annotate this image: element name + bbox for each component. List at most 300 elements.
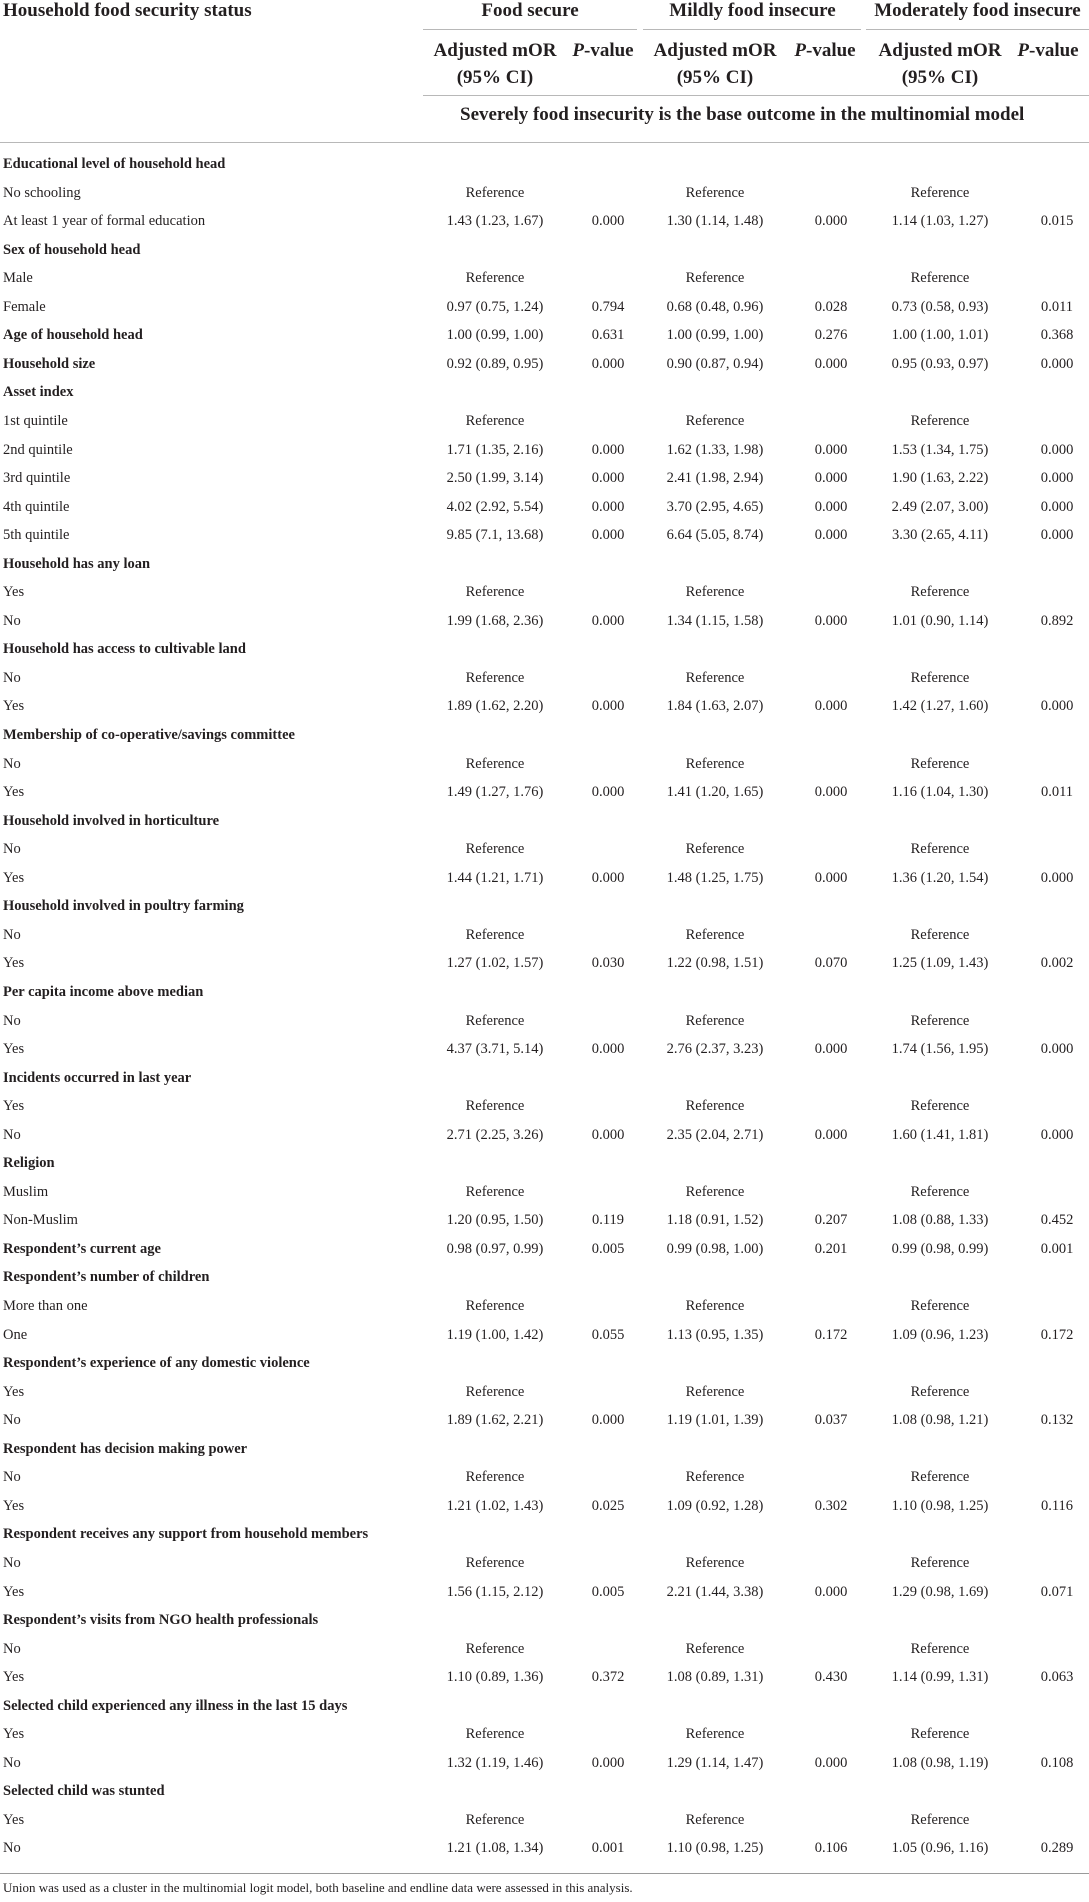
estimate-moderately-insecure: Reference [910,1012,970,1029]
category-label: Yes [3,1098,25,1115]
group-header-food-secure: Food secure [481,0,579,21]
estimate-header-line1: Adjusted mOR [653,40,777,61]
p-value-moderately-insecure: 0.289 [1040,1840,1074,1857]
estimate-moderately-insecure: 1.01 (0.90, 1.14) [891,612,989,629]
estimate-mildly-insecure: 1.19 (1.01, 1.39) [666,1412,764,1429]
p-value-moderately-insecure: 0.452 [1040,1212,1074,1229]
p-value-moderately-insecure: 0.011 [1040,784,1074,801]
estimate-food-secure: Reference [465,1383,525,1400]
table-row [0,580,1089,608]
estimate-moderately-insecure: 1.60 (1.41, 1.81) [891,1126,989,1143]
category-label: Yes [3,1383,25,1400]
category-label: 5th quintile [3,527,70,544]
estimate-moderately-insecure: 1.16 (1.04, 1.30) [891,784,989,801]
estimate-mildly-insecure: 1.84 (1.63, 2.07) [666,698,764,715]
table-row-section [0,152,1089,180]
estimate-food-secure: Reference [465,1012,525,1029]
estimate-mildly-insecure: Reference [685,1098,745,1115]
p-value-moderately-insecure: 0.000 [1040,1041,1074,1058]
estimate-mildly-insecure: 1.29 (1.14, 1.47) [666,1754,764,1771]
table-row [0,1751,1089,1779]
table-row [0,866,1089,894]
table-row [0,1580,1089,1608]
estimate-food-secure: 0.98 (0.97, 0.99) [446,1240,544,1257]
table-row [0,1665,1089,1693]
p-value-moderately-insecure: 0.000 [1040,869,1074,886]
p-value-food-secure: 0.000 [591,698,625,715]
estimate-mildly-insecure: 1.10 (0.98, 1.25) [666,1840,764,1857]
estimate-moderately-insecure: Reference [910,270,970,287]
variable-label: Respondent has decision making power [3,1440,248,1457]
category-label: 1st quintile [3,412,68,429]
header-rule [423,95,1089,96]
table-row [0,1836,1089,1864]
category-label: 3rd quintile [3,470,71,487]
table-row-section [0,1437,1089,1465]
p-value-mildly-insecure: 0.201 [814,1240,848,1257]
p-value-mildly-insecure: 0.000 [814,1583,848,1600]
estimate-moderately-insecure: 0.95 (0.93, 0.97) [891,355,989,372]
table-row [0,295,1089,323]
estimate-moderately-insecure: 1.14 (0.99, 1.31) [891,1669,989,1686]
estimate-moderately-insecure: 2.49 (2.07, 3.00) [891,498,989,515]
estimate-moderately-insecure: Reference [910,755,970,772]
estimate-mildly-insecure: Reference [685,1383,745,1400]
table-row-section [0,723,1089,751]
estimate-food-secure: 1.43 (1.23, 1.67) [446,213,544,230]
estimate-mildly-insecure: Reference [685,270,745,287]
estimate-moderately-insecure: 1.10 (0.98, 1.25) [891,1497,989,1514]
category-label: No [3,1840,21,1857]
table-row [0,1294,1089,1322]
column-header-status: Household food security status [3,0,252,21]
p-value-moderately-insecure: 0.001 [1040,1240,1074,1257]
estimate-mildly-insecure: 1.18 (0.91, 1.52) [666,1212,764,1229]
estimate-mildly-insecure: Reference [685,669,745,686]
estimate-food-secure: Reference [465,841,525,858]
estimate-food-secure: 1.21 (1.02, 1.43) [446,1497,544,1514]
p-value-moderately-insecure: 0.368 [1040,327,1074,344]
estimate-mildly-insecure: Reference [685,412,745,429]
table-row-section [0,1694,1089,1722]
estimate-mildly-insecure: Reference [685,841,745,858]
p-value-food-secure: 0.000 [591,213,625,230]
estimate-moderately-insecure: 1.25 (1.09, 1.43) [891,955,989,972]
p-value-food-secure: 0.005 [591,1240,625,1257]
category-label: No [3,1469,21,1486]
p-value-mildly-insecure: 0.000 [814,1126,848,1143]
estimate-moderately-insecure: Reference [910,1183,970,1200]
p-value-food-secure: 0.055 [591,1326,625,1343]
p-value-food-secure: 0.000 [591,1041,625,1058]
table-row [0,1722,1089,1750]
table-row-section [0,352,1089,380]
p-value-mildly-insecure: 0.000 [814,470,848,487]
table-row-section [0,552,1089,580]
table-row [0,266,1089,294]
table-row-section [0,1066,1089,1094]
estimate-food-secure: 1.89 (1.62, 2.20) [446,698,544,715]
estimate-header-line1: Adjusted mOR [878,40,1002,61]
estimate-food-secure: Reference [465,926,525,943]
table-row-section [0,894,1089,922]
estimate-food-secure: Reference [465,669,525,686]
category-label: Non-Muslim [3,1212,78,1229]
category-label: Yes [3,784,25,801]
p-value-moderately-insecure: 0.000 [1040,470,1074,487]
variable-label: Respondent receives any support from household members [3,1526,369,1543]
table-row [0,752,1089,780]
table-row [0,923,1089,951]
variable-label: Asset index [3,384,74,401]
estimate-food-secure: 0.92 (0.89, 0.95) [446,355,544,372]
variable-label: Religion [3,1155,55,1172]
category-label: Yes [3,1583,25,1600]
p-value-food-secure: 0.000 [591,470,625,487]
estimate-mildly-insecure: 1.30 (1.14, 1.48) [666,213,764,230]
header-bottom-rule [0,142,1089,143]
category-label: 4th quintile [3,498,70,515]
table-row [0,1408,1089,1436]
category-label: Yes [3,1811,25,1828]
table-row [0,694,1089,722]
estimate-moderately-insecure: Reference [910,1640,970,1657]
estimate-food-secure: 1.44 (1.21, 1.71) [446,869,544,886]
table-row-section [0,1522,1089,1550]
estimate-moderately-insecure: 1.08 (0.98, 1.19) [891,1754,989,1771]
variable-label: Household size [3,355,96,372]
table-row [0,1808,1089,1836]
estimate-mildly-insecure: Reference [685,184,745,201]
p-value-food-secure: 0.001 [591,1840,625,1857]
category-label: No [3,612,21,629]
table-row [0,1323,1089,1351]
estimate-food-secure: Reference [465,412,525,429]
estimate-moderately-insecure: Reference [910,1469,970,1486]
estimate-header-line1: Adjusted mOR [433,40,557,61]
table-row [0,438,1089,466]
table-row-section [0,809,1089,837]
p-value-mildly-insecure: 0.207 [814,1212,848,1229]
table-row-section [0,1265,1089,1293]
estimate-moderately-insecure: 1.42 (1.27, 1.60) [891,698,989,715]
estimate-food-secure: Reference [465,1183,525,1200]
p-value-food-secure: 0.631 [591,327,625,344]
table-row [0,209,1089,237]
estimate-moderately-insecure: 1.00 (1.00, 1.01) [891,327,989,344]
category-label: At least 1 year of formal education [3,213,206,230]
p-value-moderately-insecure: 0.000 [1040,355,1074,372]
estimate-food-secure: 1.10 (0.89, 1.36) [446,1669,544,1686]
p-value-food-secure: 0.119 [591,1212,625,1229]
p-value-moderately-insecure: 0.132 [1040,1412,1074,1429]
table-row [0,1380,1089,1408]
estimate-food-secure: Reference [465,584,525,601]
table-row [0,523,1089,551]
estimate-moderately-insecure: 0.99 (0.98, 0.99) [891,1240,989,1257]
estimate-moderately-insecure: 1.09 (0.96, 1.23) [891,1326,989,1343]
table-row [0,780,1089,808]
estimate-mildly-insecure: 3.70 (2.95, 4.65) [666,498,764,515]
p-value-mildly-insecure: 0.037 [814,1412,848,1429]
estimate-moderately-insecure: Reference [910,184,970,201]
estimate-food-secure: Reference [465,755,525,772]
table-row [0,837,1089,865]
variable-label: Sex of household head [3,241,141,258]
p-value-food-secure: 0.000 [591,869,625,886]
estimate-moderately-insecure: 1.05 (0.96, 1.16) [891,1840,989,1857]
p-value-mildly-insecure: 0.000 [814,698,848,715]
p-value-moderately-insecure: 0.000 [1040,527,1074,544]
p-value-mildly-insecure: 0.106 [814,1840,848,1857]
estimate-food-secure: 1.71 (1.35, 2.16) [446,441,544,458]
category-label: No schooling [3,184,81,201]
category-label: No [3,1412,21,1429]
p-value-moderately-insecure: 0.116 [1040,1497,1074,1514]
p-value-food-secure: 0.000 [591,498,625,515]
estimate-food-secure: Reference [465,1554,525,1571]
estimate-mildly-insecure: 1.48 (1.25, 1.75) [666,869,764,886]
p-value-mildly-insecure: 0.302 [814,1497,848,1514]
table-row [0,1009,1089,1037]
estimate-food-secure: 1.32 (1.19, 1.46) [446,1754,544,1771]
variable-label: Household has any loan [3,555,151,572]
p-value-mildly-insecure: 0.000 [814,355,848,372]
table-row [0,951,1089,979]
variable-label: Educational level of household head [3,156,226,172]
estimate-moderately-insecure: Reference [910,841,970,858]
footnote-rule [0,1873,1089,1874]
p-value-header: P-value [1017,40,1079,61]
p-value-food-secure: 0.005 [591,1583,625,1600]
estimate-header [870,37,1010,91]
category-label: Female [3,298,46,315]
estimate-mildly-insecure: 1.09 (0.92, 1.28) [666,1497,764,1514]
category-label: No [3,1012,21,1029]
estimate-moderately-insecure: Reference [910,412,970,429]
estimate-header [425,37,565,91]
estimate-food-secure: Reference [465,1640,525,1657]
p-value-mildly-insecure: 0.070 [814,955,848,972]
estimate-header-line2: (95% CI) [456,67,534,88]
table-row-section [0,380,1089,408]
estimate-mildly-insecure: 0.99 (0.98, 1.00) [666,1240,764,1257]
estimate-moderately-insecure: Reference [910,1298,970,1314]
estimate-food-secure: 1.49 (1.27, 1.76) [446,784,544,801]
p-value-moderately-insecure: 0.892 [1040,612,1074,629]
variable-label: Age of household head [3,327,143,344]
p-value-food-secure: 0.000 [591,1126,625,1143]
category-label: No [3,1554,21,1571]
estimate-food-secure: Reference [465,270,525,287]
estimate-mildly-insecure: Reference [685,1012,745,1029]
estimate-header-line2: (95% CI) [676,67,754,88]
category-label: 2nd quintile [3,441,73,458]
estimate-header [645,37,785,91]
estimate-mildly-insecure: Reference [685,1811,745,1828]
estimate-food-secure: 1.27 (1.02, 1.57) [446,955,544,972]
estimate-moderately-insecure: Reference [910,926,970,943]
variable-label: Membership of co-operative/savings committee [3,727,295,743]
p-value-mildly-insecure: 0.000 [814,527,848,544]
estimate-moderately-insecure: 1.36 (1.20, 1.54) [891,869,989,886]
estimate-mildly-insecure: 1.62 (1.33, 1.98) [666,441,764,458]
p-value-moderately-insecure: 0.108 [1040,1754,1074,1771]
estimate-mildly-insecure: Reference [685,1469,745,1486]
table-row [0,666,1089,694]
estimate-moderately-insecure: Reference [910,584,970,601]
estimate-moderately-insecure: Reference [910,1726,970,1743]
group-header-moderately-insecure: Moderately food insecure [874,0,1081,21]
table-row [0,1551,1089,1579]
p-value-moderately-insecure: 0.015 [1040,213,1074,230]
table-row-section [0,637,1089,665]
p-value-food-secure: 0.030 [591,955,625,972]
p-value-header: P-value [572,40,634,61]
estimate-moderately-insecure: 1.14 (1.03, 1.27) [891,213,989,230]
estimate-mildly-insecure: 1.34 (1.15, 1.58) [666,612,764,629]
estimate-food-secure: Reference [465,1098,525,1115]
table-row-section [0,323,1089,351]
p-value-mildly-insecure: 0.000 [814,612,848,629]
estimate-moderately-insecure: 0.73 (0.58, 0.93) [891,298,989,315]
group-rule [643,29,861,30]
estimate-mildly-insecure: 2.76 (2.37, 3.23) [666,1041,764,1058]
category-label: No [3,926,21,943]
variable-label: Respondent’s current age [3,1240,161,1257]
category-label: No [3,669,21,686]
estimate-moderately-insecure: 1.74 (1.56, 1.95) [891,1041,989,1058]
estimate-food-secure: Reference [465,1726,525,1743]
category-label: Yes [3,955,25,972]
category-label: No [3,1126,21,1143]
table-row [0,1494,1089,1522]
estimate-food-secure: Reference [465,1298,525,1314]
p-value-header: P-value [794,40,856,61]
group-header-mildly-insecure: Mildly food insecure [669,0,836,21]
estimate-mildly-insecure: 6.64 (5.05, 8.74) [666,527,764,544]
estimate-mildly-insecure: Reference [685,1640,745,1657]
p-value-food-secure: 0.025 [591,1497,625,1514]
variable-label: Selected child was stunted [3,1783,165,1800]
category-label: Muslim [3,1183,49,1200]
table-row [0,1123,1089,1151]
table-row [0,466,1089,494]
p-value-food-secure: 0.000 [591,355,625,372]
estimate-food-secure: 9.85 (7.1, 13.68) [446,527,544,544]
estimate-moderately-insecure: 3.30 (2.65, 4.11) [891,527,989,544]
base-outcome-note: Severely food insecurity is the base outcome in the multinomial model [460,104,1025,125]
p-value-food-secure: 0.794 [591,298,625,315]
estimate-mildly-insecure: 1.00 (0.99, 1.00) [666,327,764,344]
p-value-mildly-insecure: 0.000 [814,869,848,886]
table-row [0,181,1089,209]
table-row-section [0,1237,1089,1265]
category-label: No [3,841,21,858]
table-row-section [0,1608,1089,1636]
estimate-moderately-insecure: Reference [910,1383,970,1400]
category-label: Yes [3,1497,25,1514]
estimate-mildly-insecure: 2.21 (1.44, 3.38) [666,1583,764,1600]
p-value-moderately-insecure: 0.071 [1040,1583,1074,1600]
p-value-food-secure: 0.000 [591,784,625,801]
estimate-food-secure: 1.20 (0.95, 1.50) [446,1212,544,1229]
p-value-mildly-insecure: 0.000 [814,1041,848,1058]
p-value-moderately-insecure: 0.000 [1040,698,1074,715]
estimate-mildly-insecure: 1.13 (0.95, 1.35) [666,1326,764,1343]
p-value-moderately-insecure: 0.063 [1040,1669,1074,1686]
variable-label: Household has access to cultivable land [3,641,246,658]
estimate-food-secure: Reference [465,184,525,201]
estimate-mildly-insecure: Reference [685,926,745,943]
table-row [0,1637,1089,1665]
p-value-food-secure: 0.000 [591,612,625,629]
category-label: Yes [3,1726,25,1743]
table-row-section [0,1151,1089,1179]
footnote: Union was used as a cluster in the multinomial logit model, both baseline and endline data were assessed in this analysis. [3,1880,633,1895]
variable-label: Incidents occurred in last year [3,1069,192,1086]
estimate-food-secure: Reference [465,1469,525,1486]
p-value-moderately-insecure: 0.011 [1040,298,1074,315]
variable-label: Household involved in horticulture [3,812,220,829]
table-row [0,1094,1089,1122]
estimate-mildly-insecure: 1.22 (0.98, 1.51) [666,955,764,972]
estimate-food-secure: 1.99 (1.68, 2.36) [446,612,544,629]
estimate-header-line2: (95% CI) [901,67,979,88]
table-row [0,1208,1089,1236]
estimate-moderately-insecure: Reference [910,1811,970,1828]
p-value-food-secure: 0.000 [591,441,625,458]
estimate-food-secure: Reference [465,1811,525,1828]
category-label: Yes [3,698,25,715]
estimate-food-secure: 1.56 (1.15, 2.12) [446,1583,544,1600]
estimate-mildly-insecure: 1.08 (0.89, 1.31) [666,1669,764,1686]
estimate-food-secure: 2.71 (2.25, 3.26) [446,1126,544,1143]
estimate-moderately-insecure: Reference [910,1554,970,1571]
table-row [0,1037,1089,1065]
p-value-mildly-insecure: 0.172 [814,1326,848,1343]
variable-label: Respondent’s visits from NGO health professionals [3,1612,319,1629]
variable-label: Respondent’s experience of any domestic violence [3,1355,310,1372]
estimate-moderately-insecure: 1.53 (1.34, 1.75) [891,441,989,458]
p-value-food-secure: 0.372 [591,1669,625,1686]
category-label: Male [3,270,33,287]
category-label: Yes [3,584,25,601]
p-value-mildly-insecure: 0.000 [814,1754,848,1771]
p-value-food-secure: 0.000 [591,1412,625,1429]
estimate-mildly-insecure: Reference [685,1554,745,1571]
p-value-mildly-insecure: 0.028 [814,298,848,315]
estimate-mildly-insecure: Reference [685,1298,745,1314]
estimate-food-secure: 4.37 (3.71, 5.14) [446,1041,544,1058]
estimate-food-secure: 1.21 (1.08, 1.34) [446,1840,544,1857]
estimate-food-secure: 4.02 (2.92, 5.54) [446,498,544,515]
table-row [0,609,1089,637]
estimate-mildly-insecure: Reference [685,1726,745,1743]
p-value-food-secure: 0.000 [591,1754,625,1771]
category-label: Yes [3,1041,25,1058]
category-label: More than one [3,1298,88,1314]
p-value-moderately-insecure: 0.172 [1040,1326,1074,1343]
category-label: One [3,1326,28,1343]
p-value-food-secure: 0.000 [591,527,625,544]
category-label: No [3,1754,21,1771]
table-row [0,495,1089,523]
p-value-mildly-insecure: 0.000 [814,441,848,458]
p-value-mildly-insecure: 0.000 [814,498,848,515]
estimate-moderately-insecure: 1.08 (0.98, 1.21) [891,1412,989,1429]
estimate-mildly-insecure: 1.41 (1.20, 1.65) [666,784,764,801]
